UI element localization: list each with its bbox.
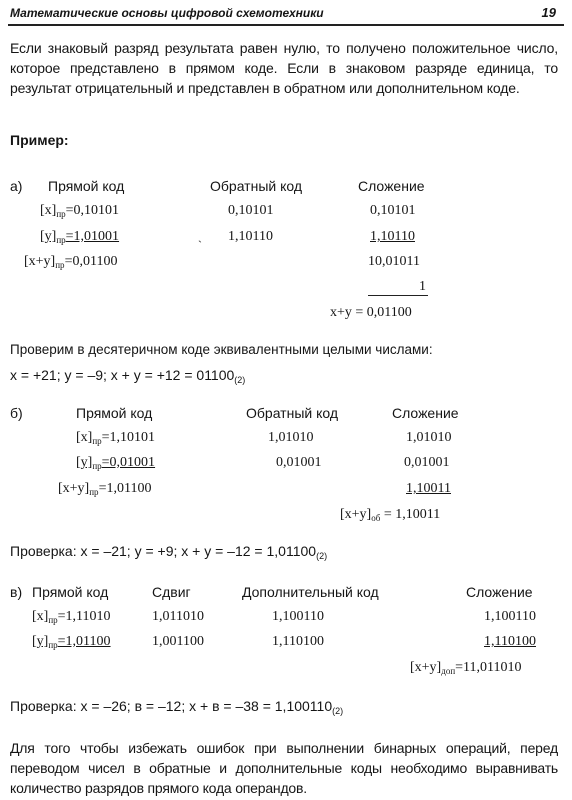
a-y-direct: $[y]_{пр}=1,01001$ bbox=[40, 229, 120, 245]
label-a: а) bbox=[10, 178, 23, 194]
c-x-sum: 1,100110 bbox=[484, 609, 536, 624]
a-x-inverse: 0,10101 bbox=[228, 203, 274, 218]
a-sum-rule bbox=[368, 295, 428, 296]
b-sum-direct: $[x+y]_{пр}=1,01100$ bbox=[58, 481, 152, 497]
check-c: Проверка: x = –26; в = –12; $x + в = -38 = 1,100110_{(2)}$ bbox=[10, 698, 344, 716]
page-header bbox=[8, 4, 564, 26]
c-x-additional: 1,100110 bbox=[272, 609, 324, 624]
a-col-direct: Прямой код bbox=[48, 178, 125, 194]
c-col-direct: Прямой код bbox=[32, 584, 109, 600]
a-y-inverse: 1,10110 bbox=[228, 229, 273, 244]
a-sum-result: 10,01011 bbox=[368, 254, 420, 269]
b-y-inverse: 0,01001 bbox=[276, 455, 322, 470]
b-col-sum: Сложение bbox=[392, 405, 459, 421]
c-col-sum: Сложение bbox=[466, 584, 533, 600]
c-y-direct: $[y]_{пр}=1,01100$ bbox=[32, 634, 111, 650]
a-sum-direct: $[x+y]_{пр}=0,01100$ bbox=[24, 254, 118, 270]
running-title: Математические основы цифровой схемотехники bbox=[10, 6, 324, 20]
c-result: $[x+y]_{доп}=11,011010$ bbox=[410, 660, 522, 676]
c-col-additional: Дополнительный код bbox=[242, 584, 379, 600]
b-sum-result: 1,10011 bbox=[406, 481, 451, 496]
label-b: б) bbox=[10, 405, 23, 421]
a-result: x+y = 0,01100 bbox=[330, 305, 412, 320]
b-result: $[x+y]_{об} = 1,10011$ bbox=[340, 507, 441, 523]
b-y-sum: 0,01001 bbox=[404, 455, 450, 470]
check-b: Проверка: x = –21; y = +9; $x + y = -12 = 1,01100_{(2)}$ bbox=[10, 543, 328, 561]
b-col-inverse: Обратный код bbox=[246, 405, 339, 421]
c-y-sum: 1,110100 bbox=[484, 634, 536, 649]
label-c: в) bbox=[10, 584, 23, 600]
a-y-sum: 1,10110 bbox=[370, 229, 415, 244]
b-x-inverse: 1,01010 bbox=[268, 430, 314, 445]
a-col-sum: Сложение bbox=[358, 178, 425, 194]
a-carry: 1 bbox=[419, 279, 426, 294]
check-a-line2: x = +21; y = –9; $x + y = +12 = 01100_{(2)}$ bbox=[10, 367, 246, 385]
c-x-direct: $[x]_{пр}=1,11010$ bbox=[32, 609, 111, 625]
b-col-direct: Прямой код bbox=[76, 405, 153, 421]
b-x-direct: $[x]_{пр}=1,10101$ bbox=[76, 430, 156, 446]
c-y-additional: 1,110100 bbox=[272, 634, 324, 649]
intro-paragraph: Если знаковый разряд результата равен нулю, то получено положительное число, которое представлено в прямом коде. Если в знаковом разряде единица, то результат отрицательный и представлен в обратном или дополнительном коде. bbox=[10, 40, 558, 96]
a-col-inverse: Обратный код bbox=[210, 178, 303, 194]
a-x-sum: 0,10101 bbox=[370, 203, 416, 218]
a-x-direct: $[x]_{пр}=0,10101$ bbox=[40, 203, 120, 219]
b-x-sum: 1,01010 bbox=[406, 430, 452, 445]
c-y-shift: 1,001100 bbox=[152, 634, 204, 649]
b-y-direct: $[y]_{пр}=0,01001$ bbox=[76, 455, 156, 471]
final-paragraph: Для того чтобы избежать ошибок при выполнении бинарных операций, перед переводом чисел в обратные и дополнительные коды необходимо выравнивать количество разрядов прямого кода операндов. bbox=[10, 740, 558, 796]
c-x-shift: 1,011010 bbox=[152, 609, 204, 624]
page-number: 19 bbox=[541, 5, 556, 20]
stray-mark: ˎ bbox=[198, 229, 202, 243]
c-col-shift: Сдвиг bbox=[152, 584, 191, 600]
check-a-line1: Проверим в десятеричном коде эквивалентными целыми числами: bbox=[10, 342, 433, 357]
example-heading: Пример: bbox=[10, 132, 69, 148]
